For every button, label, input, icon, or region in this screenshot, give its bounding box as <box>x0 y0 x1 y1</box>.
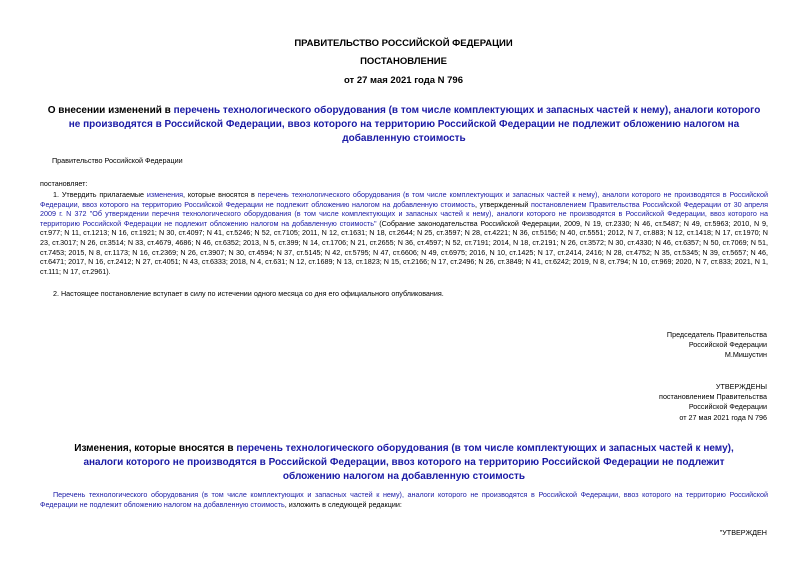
approved-quote: "УТВЕРЖДЕН <box>719 528 767 537</box>
equipment-list-link[interactable]: перечень технологического оборудования (в том числе комплектующих и запасных частей к нему), аналоги которого не производятся в Российской Федерации, ввоз которого на территорию Российской Федерации не подлежит обложению налогом на добавленную стоимость <box>40 190 768 209</box>
approved-country: Российской Федерации <box>688 402 767 412</box>
decides-label: постановляет: <box>40 179 88 188</box>
approved-block <box>659 382 767 423</box>
paragraph-1 <box>40 190 768 276</box>
doc-date-number: от 27 мая 2021 года N 796 <box>343 75 464 86</box>
resolution-372-link[interactable]: постановлением Правительства Российской Федерации от 30 апреля 2009 г. N 372 "Об утверждении перечня технологического оборудования (в том числе комплектующих и запасных частей к нему), аналоги которого не производятся в Российской Федерации, ввоз которого на территорию Российской Федерации не подлежит обложению налогом на добавленную стоимость" <box>40 199 768 228</box>
doc-title-link[interactable]: перечень технологического оборудования (в том числе комплектующих и запасных частей к нему), аналоги которого не производятся в Российской Федерации, ввоз которого на территорию Российской Федерации не подлежит обложению налогом на добавленную стоимость <box>68 105 761 144</box>
p1-text-b: , которые вносятся в <box>183 190 258 199</box>
org-name: ПРАВИТЕЛЬСТВО РОССИЙСКОЙ ФЕДЕРАЦИИ <box>294 38 513 49</box>
changes-title-link[interactable]: перечень технологического оборудования (в том числе комплектующих и запасных частей к нему), аналоги которого не производятся в Российской Федерации, ввоз которого на территорию Российской Федерации не подлежит обложению налогом на добавленную стоимость <box>83 443 734 482</box>
signature-country: Российской Федерации <box>688 340 767 350</box>
changes-title-prefix: Изменения, которые вносятся в <box>74 443 237 454</box>
doc-type: ПОСТАНОВЛЕНИЕ <box>360 56 447 67</box>
signature-title: Председатель Правительства <box>666 330 767 339</box>
changes-title <box>54 442 754 484</box>
p1-text-d: (Собрание законодательства Российской Федерации, 2009, N 19, ст.2330; N 46, ст.5487; N 49, ст.5963; 2010, N 9, ст.977; N 11, ст.1213; N 16, ст.1921; N 30, ст.4097; N 41, ст.5246; N 52, ст.7105; 2011, N 12, ст.1631; N 18, ст.2644; N 25, ст.3597; N 28, ст.4221; N 36, ст.5156; N 40, ст.5551; 2012, N 7, ст.883; N 12, ст.1418; N 17, ст.1970; N 23, ст.3017; N 26, ст.3514; N 33, ст.4679, 4686; N 46, ст.6352; 2013, N 5, ст.399; N 14, ст.1706; N 21, ст.2655; N 36, ст.4597; N 52, ст.7191; 2014, N 18, ст.2191; N 26, ст.3572; N 30, ст.4330; N 46, ст.6357; N 50, ст.7069; N 51, ст.7453; 2015, N 8, ст.1173; N 16, ст.2369; N 26, ст.3907; N 30, ст.4594; N 37, ст.5145; N 42, ст.5795; N 47, ст.6606; N 49, ст.6975; 2016, N 10, ст.1425; N 17, ст.2414, 2416; N 28, ст.4752; N 35, ст.5345; N 39, ст.5657; N 46, ст.6471; 2017, N 16, ст.2412; N 27, ст.4051; N 43, ст.6333; 2018, N 4, ст.631; N 12, ст.1689; N 13, ст.1823; N 15, ст.2166; N 17, ст.2496; N 26, ст.3849; N 41, ст.6242; 2019, N 8, ст.794; N 10, ст.969; 2020, N 7, ст.833; 2021, N 1, ст.111; N 17, ст.2961). <box>40 218 768 276</box>
changes-rest: , изложить в следующей редакции: <box>284 499 402 509</box>
p1-text-c: , утвержденный <box>474 199 532 209</box>
signature-name: М.Мишустин <box>724 350 767 360</box>
changes-paragraph <box>40 490 768 509</box>
approved-heading: УТВЕРЖДЕНЫ <box>715 382 767 391</box>
changes-link[interactable]: изменения <box>146 190 184 199</box>
doc-title-prefix: О внесении изменений в <box>47 105 174 116</box>
p1-text-a: 1. Утвердить прилагаемые <box>53 190 147 199</box>
paragraph-2: 2. Настоящее постановление вступает в силу по истечении одного месяца со дня его официального опубликования. <box>53 289 444 298</box>
doc-title <box>44 104 764 146</box>
approved-date: от 27 мая 2021 года N 796 <box>679 412 767 422</box>
approved-by: постановлением Правительства <box>659 392 767 402</box>
signature-block <box>667 330 767 361</box>
changes-equipment-link[interactable]: Перечень технологического оборудования (в том числе комплектующих и запасных частей к нему), аналоги которого не производятся в Российской Федерации, ввоз которого на территорию Российской Федерации не подлежит обложению налогом на добавленную стоимость <box>40 490 768 509</box>
government-label: Правительство Российской Федерации <box>52 156 183 165</box>
